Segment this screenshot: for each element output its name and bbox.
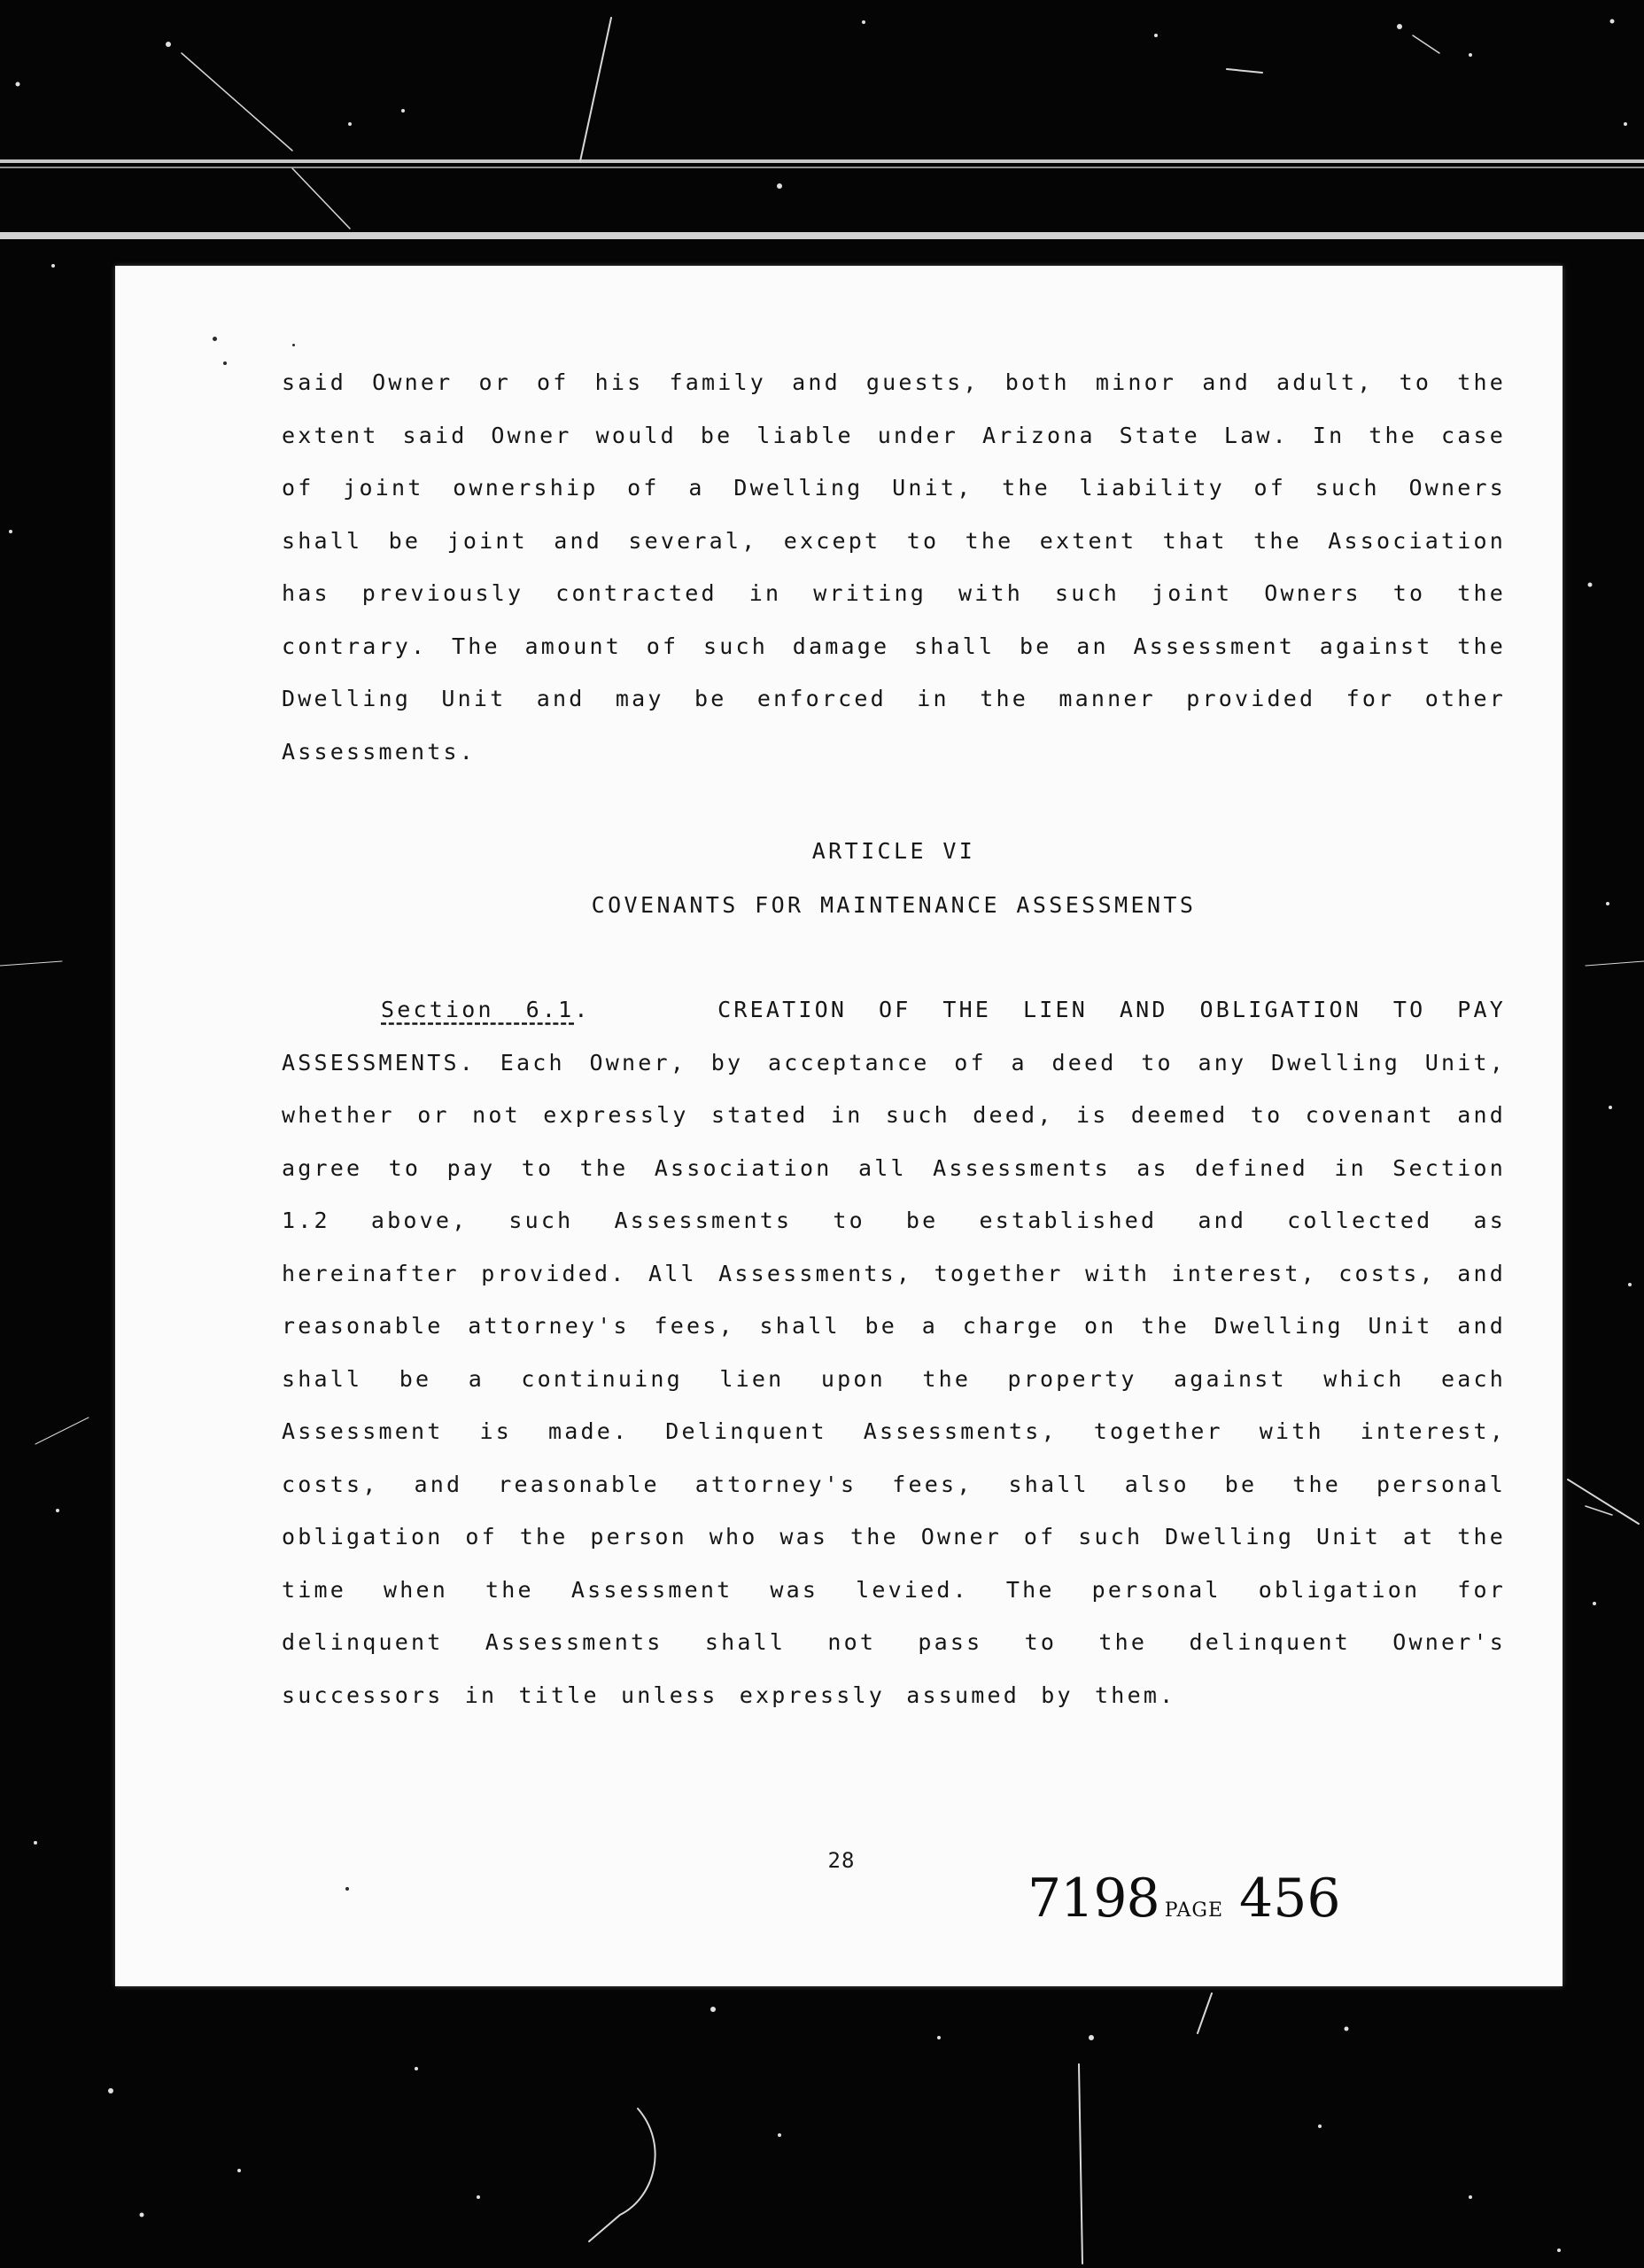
paper-speck (223, 361, 227, 365)
stamp-page-number: 456 (1239, 1868, 1341, 1930)
article-heading: ARTICLE VI (811, 838, 976, 864)
section-paragraph (282, 983, 1506, 1721)
stamp-page-label: PAGE (1164, 1899, 1224, 1922)
section-label: Section 6.1 (381, 997, 575, 1022)
paper-speck (292, 344, 295, 346)
scan-border-line (0, 159, 1644, 163)
paragraph-text: said Owner or of his family and guests, both minor and adult, to the extent said Owner would be liable under Arizona State Law. In the case of joint ownership of a Dwelling Unit, the liability of such Owners shall be joint and several, except to the extent that the Association has previously contracted in writing with such joint Owners to the contrary. The amount of such damage shall be an Assessment against the Dwelling Unit and may be enforced in the manner provided for other Assessments. (282, 369, 1506, 765)
stamp-book-number: 7198 (1028, 1868, 1159, 1930)
section-label-punct: . (574, 997, 591, 1022)
section-6-1 (282, 983, 1506, 1721)
section-body: CREATION OF THE LIEN AND OBLIGATION TO PAY ASSESSMENTS. Each Owner, by acceptance of a deed to any Dwelling Unit, whether or not expressly stated in such deed, is deemed to covenant and agree to pay to the Association all Assessments as defined in Section 1.2 above, such Assessments to be established and collected as hereinafter provided. All Assessments, together with interest, costs, and reasonable attorney's fees, shall be a charge on the Dwelling Unit and shall be a continuing lien upon the property against which each Assessment is made. Delinquent Assessments, together with interest, costs, and reasonable attorney's fees, shall also be the personal obligation of the person who was the Owner of such Dwelling Unit at the time when the Assessment was levied. The personal obligation for delinquent Assessments shall not pass to the delinquent Owner's successors in title unless expressly assumed by them. (282, 997, 1506, 1708)
paragraph-liability (282, 356, 1506, 778)
scan-border-line (0, 167, 1644, 168)
paper-speck (213, 337, 217, 341)
document-page (115, 266, 1563, 1986)
article-title: COVENANTS FOR MAINTENANCE ASSESSMENTS (591, 892, 1197, 918)
book-page-stamp (1028, 1868, 1341, 1930)
scan-border-line (0, 232, 1644, 239)
paper-speck (345, 1887, 349, 1891)
page-number: 28 (827, 1848, 856, 1873)
